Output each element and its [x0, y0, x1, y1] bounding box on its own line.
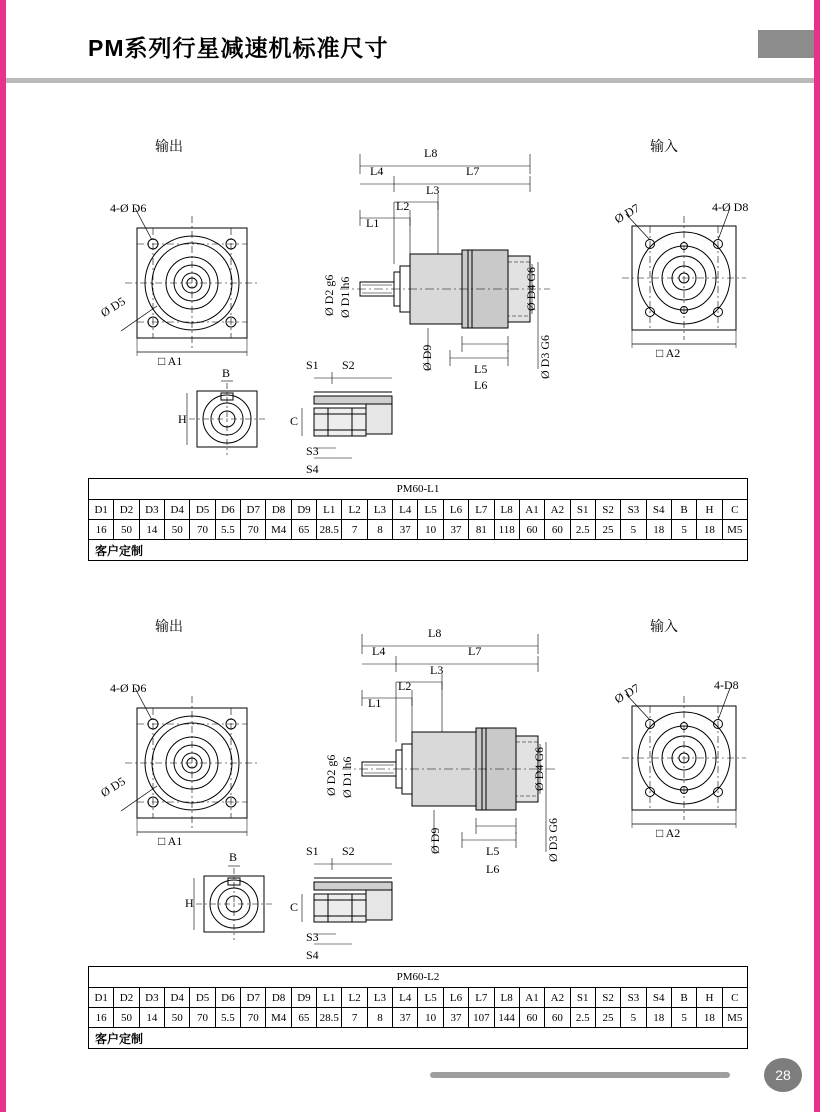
th2-a1: A1 [519, 988, 544, 1008]
td-l2: 7 [342, 520, 367, 540]
header-rule [6, 78, 814, 83]
td2-s3: 5 [621, 1008, 646, 1028]
label-l1-2: L1 [368, 696, 382, 710]
th2-d1: D1 [89, 988, 114, 1008]
spec-table-1 [88, 478, 748, 561]
td2-l5: 10 [418, 1008, 443, 1028]
td2-d7: 70 [241, 1008, 266, 1028]
th2-d9: D9 [291, 988, 316, 1008]
label-l3-1: L3 [426, 183, 440, 197]
label-a1-1: □ A1 [158, 354, 183, 368]
label-output-1: 输出 [155, 138, 183, 154]
label-d6-1: 4-Ø D6 [110, 201, 147, 215]
label-h-2: H [185, 896, 194, 910]
td2-l2: 7 [342, 1008, 367, 1028]
td2-d9: 65 [291, 1008, 316, 1028]
label-s2-1: S2 [342, 358, 355, 372]
th-l1: L1 [317, 500, 342, 520]
label-input-2: 输入 [650, 618, 678, 634]
th2-c: C [722, 988, 747, 1008]
td-s3: 5 [621, 520, 646, 540]
th-h: H [697, 500, 722, 520]
td-s1: 2.5 [570, 520, 595, 540]
th2-l2: L2 [342, 988, 367, 1008]
td2-b: 5 [671, 1008, 696, 1028]
spec-table-value-row-1 [89, 520, 748, 540]
label-d7-2: Ø D7 [612, 680, 642, 707]
td2-l1: 28.5 [317, 1008, 342, 1028]
th-l7: L7 [469, 500, 494, 520]
td2-s2: 25 [595, 1008, 620, 1028]
label-l5-2: L5 [486, 844, 500, 858]
th-b: B [671, 500, 696, 520]
th-d4: D4 [165, 500, 190, 520]
th-c: C [722, 500, 747, 520]
drawing-shaft-end-1 [175, 371, 285, 461]
th-d5: D5 [190, 500, 215, 520]
th2-d5: D5 [190, 988, 215, 1008]
td-b: 5 [671, 520, 696, 540]
td2-d3: 14 [139, 1008, 164, 1028]
td-h: 18 [697, 520, 722, 540]
td2-d4: 50 [165, 1008, 190, 1028]
td-l8: 118 [494, 520, 519, 540]
td2-s4: 18 [646, 1008, 671, 1028]
label-l3-2: L3 [430, 663, 444, 677]
th2-s3: S3 [621, 988, 646, 1008]
label-a2-1: □ A2 [656, 346, 681, 360]
th2-s2: S2 [595, 988, 620, 1008]
label-output-2: 输出 [155, 618, 183, 634]
td-d5: 70 [190, 520, 215, 540]
label-d9-1: Ø D9 [420, 344, 434, 371]
label-s4-1: S4 [306, 462, 319, 476]
td2-d5: 70 [190, 1008, 215, 1028]
td2-d2: 50 [114, 1008, 139, 1028]
label-d1-2: Ø D1 h6 [340, 756, 354, 798]
label-s3-1: S3 [306, 444, 319, 458]
td-a1: 60 [519, 520, 544, 540]
th-d9: D9 [291, 500, 316, 520]
label-d4-2: Ø D4 G6 [532, 747, 546, 791]
label-d6-2: 4-Ø D6 [110, 681, 147, 695]
td-l6: 37 [443, 520, 468, 540]
th-s3: S3 [621, 500, 646, 520]
th-s1: S1 [570, 500, 595, 520]
td-d7: 70 [241, 520, 266, 540]
th2-b: B [671, 988, 696, 1008]
th-s2: S2 [595, 500, 620, 520]
section-pm60-l2 [0, 576, 820, 1056]
spec-table-note-row-2 [89, 1028, 748, 1049]
label-b-1: B [222, 366, 231, 380]
footer-bar [430, 1072, 730, 1078]
th2-d4: D4 [165, 988, 190, 1008]
td2-s1: 2.5 [570, 1008, 595, 1028]
td2-d1: 16 [89, 1008, 114, 1028]
th-a1: A1 [519, 500, 544, 520]
label-l2-2: L2 [398, 679, 412, 693]
page-title: PM系列行星减速机标准尺寸 [88, 35, 389, 61]
td-l3: 8 [367, 520, 392, 540]
spec-table-title-1: PM60-L1 [89, 479, 748, 500]
th2-s1: S1 [570, 988, 595, 1008]
spec-table-wrap-1 [88, 478, 748, 561]
th2-l4: L4 [393, 988, 418, 1008]
td2-l7: 107 [469, 1008, 494, 1028]
label-d1-1: Ø D1 h6 [338, 276, 352, 318]
label-input-1: 输入 [650, 138, 678, 154]
th2-l7: L7 [469, 988, 494, 1008]
td-a2: 60 [545, 520, 570, 540]
td-s4: 18 [646, 520, 671, 540]
label-l4-1: L4 [370, 164, 384, 178]
label-d4-1: Ø D4 G6 [524, 267, 538, 311]
th2-d7: D7 [241, 988, 266, 1008]
label-h-1: H [178, 412, 187, 426]
th-l8: L8 [494, 500, 519, 520]
th2-s4: S4 [646, 988, 671, 1008]
label-l4-2: L4 [372, 644, 386, 658]
page-header [0, 0, 820, 80]
td2-l3: 8 [367, 1008, 392, 1028]
th-d7: D7 [241, 500, 266, 520]
header-decoration-block [758, 30, 814, 58]
spec-table-header-row-1 [89, 500, 748, 520]
th-l3: L3 [367, 500, 392, 520]
label-s3-2: S3 [306, 930, 319, 944]
drawing-input-face-1 [590, 174, 780, 384]
td-d6: 5.5 [215, 520, 240, 540]
label-l2-1: L2 [396, 199, 410, 213]
td2-h: 18 [697, 1008, 722, 1028]
th2-d6: D6 [215, 988, 240, 1008]
label-d8-1: 4-Ø D8 [712, 200, 749, 214]
label-c-1: C [290, 414, 299, 428]
label-l5-1: L5 [474, 362, 488, 376]
label-l6-1: L6 [474, 378, 488, 392]
th2-d8: D8 [266, 988, 291, 1008]
td2-l6: 37 [443, 1008, 468, 1028]
label-d2-2: Ø D2 g6 [324, 754, 338, 796]
label-l7-1: L7 [466, 164, 480, 178]
spec-table-note-2: 客户定制 [89, 1028, 748, 1049]
label-d5-2: Ø D5 [98, 774, 128, 800]
td2-c: M5 [722, 1008, 747, 1028]
td-d8: M4 [266, 520, 291, 540]
th2-l6: L6 [443, 988, 468, 1008]
th2-d3: D3 [139, 988, 164, 1008]
th2-l8: L8 [494, 988, 519, 1008]
label-d5-1: Ø D5 [98, 294, 128, 320]
td-d1: 16 [89, 520, 114, 540]
th-d1: D1 [89, 500, 114, 520]
th-d6: D6 [215, 500, 240, 520]
label-l8-2: L8 [428, 626, 442, 640]
td-c: M5 [722, 520, 747, 540]
td2-l4: 37 [393, 1008, 418, 1028]
label-s2-2: S2 [342, 844, 355, 858]
spec-table-note-1: 客户定制 [89, 540, 748, 561]
section-pm60-l1 [0, 96, 820, 576]
td2-a2: 60 [545, 1008, 570, 1028]
th-l2: L2 [342, 500, 367, 520]
td-d3: 14 [139, 520, 164, 540]
td-d9: 65 [291, 520, 316, 540]
label-s4-2: S4 [306, 948, 319, 962]
td-l4: 37 [393, 520, 418, 540]
spec-table-title-row-2 [89, 967, 748, 988]
label-d3-1: Ø D3 G6 [538, 335, 552, 379]
drawing-input-face-2 [590, 654, 780, 864]
th2-l3: L3 [367, 988, 392, 1008]
th2-d2: D2 [114, 988, 139, 1008]
th-d2: D2 [114, 500, 139, 520]
th2-l5: L5 [418, 988, 443, 1008]
td2-d8: M4 [266, 1008, 291, 1028]
th-d8: D8 [266, 500, 291, 520]
td-l1: 28.5 [317, 520, 342, 540]
th2-l1: L1 [317, 988, 342, 1008]
label-a1-2: □ A1 [158, 834, 183, 848]
td-d4: 50 [165, 520, 190, 540]
spec-table-title-row-1 [89, 479, 748, 500]
td-d2: 50 [114, 520, 139, 540]
label-d7-1: Ø D7 [612, 200, 642, 227]
label-a2-2: □ A2 [656, 826, 681, 840]
td-l7: 81 [469, 520, 494, 540]
th2-a2: A2 [545, 988, 570, 1008]
label-d2-1: Ø D2 g6 [322, 274, 336, 316]
th2-h: H [697, 988, 722, 1008]
spec-table-2 [88, 966, 748, 1049]
label-c-2: C [290, 900, 299, 914]
th-s4: S4 [646, 500, 671, 520]
label-l6-2: L6 [486, 862, 500, 876]
label-l7-2: L7 [468, 644, 482, 658]
spec-table-value-row-2 [89, 1008, 748, 1028]
label-s1-2: S1 [306, 844, 319, 858]
th-l6: L6 [443, 500, 468, 520]
td2-d6: 5.5 [215, 1008, 240, 1028]
label-d3-2: Ø D3 G6 [546, 818, 560, 862]
th-l5: L5 [418, 500, 443, 520]
spec-table-title-2: PM60-L2 [89, 967, 748, 988]
spec-table-wrap-2 [88, 966, 748, 1049]
td-s2: 25 [595, 520, 620, 540]
spec-table-note-row-1 [89, 540, 748, 561]
th-l4: L4 [393, 500, 418, 520]
th-a2: A2 [545, 500, 570, 520]
label-b-2: B [229, 850, 238, 864]
td2-l8: 144 [494, 1008, 519, 1028]
page-number: 28 [764, 1058, 802, 1092]
label-l1-1: L1 [366, 216, 380, 230]
label-l8-1: L8 [424, 146, 438, 160]
spec-table-header-row-2 [89, 988, 748, 1008]
label-d9-2: Ø D9 [428, 827, 442, 854]
drawing-shaft-end-2 [182, 856, 292, 946]
td2-a1: 60 [519, 1008, 544, 1028]
td-l5: 10 [418, 520, 443, 540]
th-d3: D3 [139, 500, 164, 520]
label-d8-2: 4-D8 [714, 678, 739, 692]
label-s1-1: S1 [306, 358, 319, 372]
